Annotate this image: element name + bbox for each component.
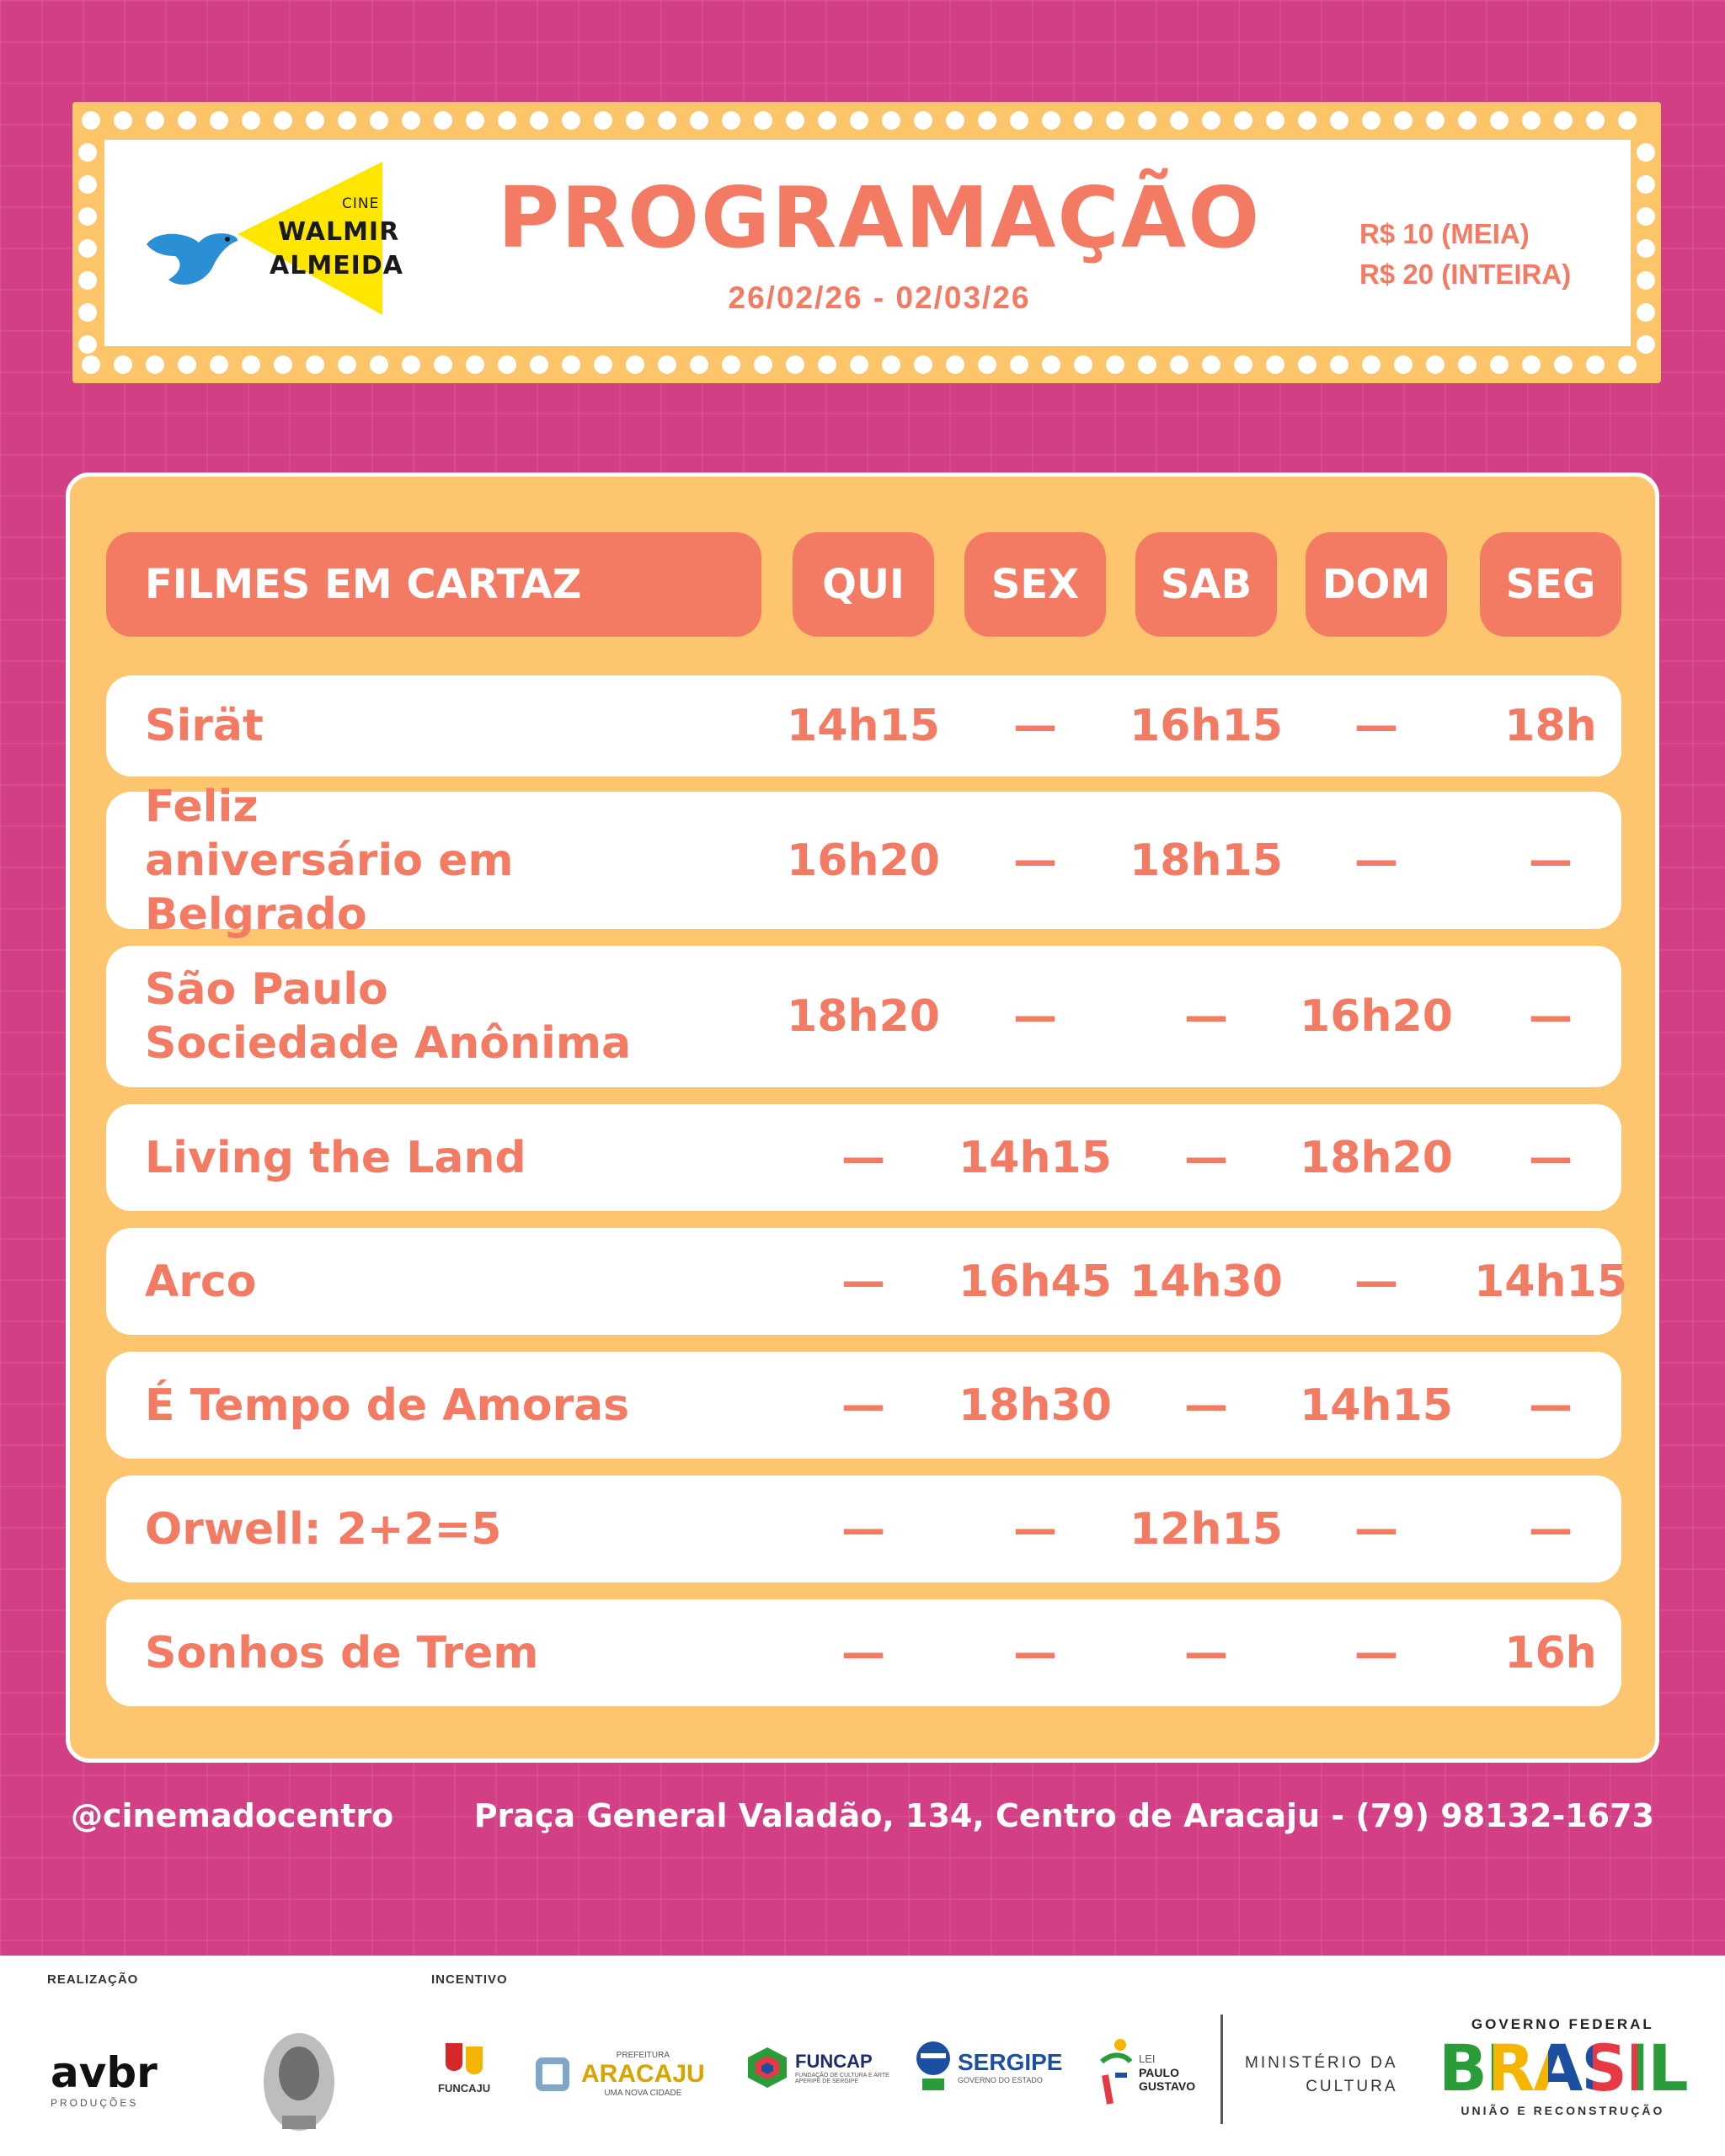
film-row bbox=[106, 1352, 1621, 1459]
marquee-bulb bbox=[562, 355, 580, 374]
marquee-bulb bbox=[274, 355, 292, 374]
showtime-sex: 18h30 bbox=[959, 1380, 1112, 1431]
showtime-sex: — bbox=[1013, 991, 1057, 1042]
marquee-bulb bbox=[1042, 111, 1060, 130]
marquee-bulb bbox=[466, 111, 484, 130]
marquee-bulb bbox=[946, 355, 964, 374]
marquee-bulb bbox=[146, 111, 164, 130]
marquee-bulb bbox=[1106, 111, 1124, 130]
marquee-bulb bbox=[1138, 111, 1156, 130]
marquee-bulb bbox=[1618, 355, 1637, 374]
marquee-bulb bbox=[1362, 111, 1381, 130]
marquee-bulb bbox=[530, 111, 548, 130]
marquee-header bbox=[72, 102, 1661, 383]
marquee-bulb bbox=[1074, 355, 1092, 374]
marquee-bulb bbox=[978, 355, 996, 374]
day-header-sab: SAB bbox=[1135, 532, 1277, 637]
lei-paulo-gustavo-icon bbox=[1097, 2036, 1135, 2109]
showtime-sab: — bbox=[1184, 991, 1228, 1042]
showtime-qui: — bbox=[841, 1380, 885, 1431]
marquee-bulb bbox=[498, 355, 516, 374]
aracaju-top: PREFEITURA bbox=[616, 2051, 670, 2060]
date-range: 26/02/26 - 02/03/26 bbox=[728, 280, 1031, 315]
marquee-bulb bbox=[1637, 271, 1655, 290]
logo-cine-text: CINE bbox=[342, 195, 380, 212]
marquee-bulb bbox=[306, 355, 324, 374]
showtime-dom: — bbox=[1354, 835, 1398, 886]
marquee-bulb bbox=[370, 355, 388, 374]
marquee-bulb bbox=[594, 355, 612, 374]
marquee-bulb bbox=[1490, 111, 1509, 130]
marquee-bulb bbox=[1618, 111, 1637, 130]
films-header: FILMES EM CARTAZ bbox=[106, 532, 761, 637]
sergipe-text: SERGIPE bbox=[958, 2049, 1063, 2075]
logo-almeida-text: ALMEIDA bbox=[270, 251, 403, 280]
marquee-bulb bbox=[114, 111, 132, 130]
showtime-seg: 18h bbox=[1504, 701, 1597, 751]
marquee-bulb bbox=[78, 143, 97, 162]
showtime-dom: — bbox=[1354, 1256, 1398, 1307]
showtime-dom: — bbox=[1354, 1503, 1398, 1555]
marquee-bulb bbox=[78, 271, 97, 290]
funcap-text: FUNCAP bbox=[795, 2051, 873, 2072]
showtime-sab: 12h15 bbox=[1130, 1503, 1283, 1555]
showtime-qui: 14h15 bbox=[787, 701, 940, 751]
marquee-bulb bbox=[1637, 207, 1655, 226]
marquee-bulb bbox=[1637, 239, 1655, 258]
showtime-seg: — bbox=[1529, 1380, 1573, 1431]
page-title: PROGRAMAÇÃO bbox=[497, 168, 1262, 267]
marquee-bulb bbox=[1458, 355, 1477, 374]
funcap-hexagon-icon bbox=[745, 2045, 790, 2090]
marquee-bulb bbox=[78, 303, 97, 322]
film-title: Orwell: 2+2=5 bbox=[145, 1503, 502, 1555]
marquee-bulb bbox=[498, 111, 516, 130]
marquee-bulb bbox=[1330, 111, 1348, 130]
marquee-bulb bbox=[1266, 111, 1284, 130]
marquee-bulb bbox=[818, 355, 836, 374]
marquee-bulb bbox=[1106, 355, 1124, 374]
realizacao-label: REALIZAÇÃO bbox=[47, 1972, 139, 1987]
showtime-seg: — bbox=[1529, 1503, 1573, 1555]
marquee-bulb bbox=[146, 355, 164, 374]
avbr-text: avbr bbox=[51, 2048, 158, 2097]
marquee-bulb bbox=[626, 111, 644, 130]
marquee-bulb bbox=[306, 111, 324, 130]
lpg-lei: LEI bbox=[1139, 2052, 1156, 2065]
lei-paulo-gustavo-logo bbox=[1097, 2036, 1195, 2109]
film-title: É Tempo de Amoras bbox=[145, 1380, 630, 1431]
marquee-bulb bbox=[1170, 355, 1188, 374]
avbr-sub: PRODUÇÕES bbox=[51, 2097, 139, 2109]
marquee-bulb bbox=[1074, 111, 1092, 130]
price-half: R$ 10 (MEIA) bbox=[1359, 218, 1530, 249]
day-header-sex: SEX bbox=[964, 532, 1106, 637]
showtime-sex: — bbox=[1013, 1627, 1057, 1678]
minc-line1: MINISTÉRIO DA bbox=[1245, 2054, 1398, 2072]
marquee-bulb bbox=[1586, 111, 1605, 130]
marquee-bulb bbox=[1426, 111, 1445, 130]
showtime-seg: 14h15 bbox=[1474, 1256, 1627, 1307]
marquee-bulb bbox=[242, 355, 260, 374]
marquee-bulb bbox=[1586, 355, 1605, 374]
showtime-dom: 14h15 bbox=[1300, 1380, 1453, 1431]
marquee-bulb bbox=[754, 355, 772, 374]
film-title: Sonhos de Trem bbox=[145, 1627, 539, 1678]
marquee-bulb bbox=[722, 111, 740, 130]
aracaju-logo bbox=[531, 2051, 705, 2098]
lpg-paulo: PAULO bbox=[1139, 2066, 1179, 2079]
instagram-handle: @cinemadocentro bbox=[71, 1797, 394, 1834]
marquee-bulb bbox=[1394, 355, 1413, 374]
marquee-bulb bbox=[178, 111, 196, 130]
marquee-bulb bbox=[626, 355, 644, 374]
sergipe-logo bbox=[914, 2036, 1062, 2097]
marquee-bulb bbox=[1266, 355, 1284, 374]
showtime-qui: — bbox=[841, 1503, 885, 1555]
marquee-bulb bbox=[274, 111, 292, 130]
logo-walmir-text: WALMIR bbox=[278, 217, 400, 247]
showtime-seg: — bbox=[1529, 991, 1573, 1042]
governo-federal-logo bbox=[1439, 2016, 1687, 2117]
marquee-bulb bbox=[210, 355, 228, 374]
marquee-bulb bbox=[594, 111, 612, 130]
marquee-bulb bbox=[1170, 111, 1188, 130]
film-row bbox=[106, 1104, 1621, 1211]
showtime-sex: — bbox=[1013, 835, 1057, 886]
showtime-sab: — bbox=[1184, 1132, 1228, 1183]
marquee-bulb bbox=[78, 335, 97, 354]
film-title: Living the Land bbox=[145, 1132, 526, 1183]
showtime-qui: — bbox=[841, 1627, 885, 1678]
marquee-bulb bbox=[914, 355, 932, 374]
film-title: Sirät bbox=[145, 701, 264, 751]
address: Praça General Valadão, 134, Centro de Aracaju - (79) 98132-1673 bbox=[473, 1797, 1654, 1834]
showtime-sex: 14h15 bbox=[959, 1132, 1112, 1183]
marquee-bulb bbox=[786, 355, 804, 374]
ticket-prices bbox=[1359, 214, 1571, 295]
marquee-bulb bbox=[78, 239, 97, 258]
film-title: São Paulo Sociedade Anônima bbox=[145, 964, 632, 1069]
marquee-bulb bbox=[1010, 355, 1028, 374]
marquee-bulb bbox=[530, 355, 548, 374]
film-row bbox=[106, 1599, 1621, 1706]
showtime-qui: 16h20 bbox=[787, 835, 940, 886]
marquee-bulb bbox=[1458, 111, 1477, 130]
day-header-dom: DOM bbox=[1306, 532, 1447, 637]
theater-masks-icon bbox=[441, 2038, 488, 2082]
marquee-bulb bbox=[1637, 175, 1655, 194]
marquee-bulb bbox=[78, 207, 97, 226]
marquee-bulb bbox=[1637, 143, 1655, 162]
marquee-bulb bbox=[850, 111, 868, 130]
sergipe-crest-icon bbox=[914, 2036, 953, 2097]
marquee-bulb bbox=[1362, 355, 1381, 374]
marquee-bulb bbox=[1330, 355, 1348, 374]
marquee-bulb bbox=[882, 111, 900, 130]
marquee-bulb bbox=[1637, 335, 1655, 354]
marquee-bulb bbox=[1554, 355, 1573, 374]
funcaju-logo bbox=[438, 2038, 490, 2095]
showtime-seg: 16h bbox=[1504, 1627, 1597, 1678]
day-header-seg: SEG bbox=[1480, 532, 1621, 637]
marquee-bulb bbox=[658, 355, 676, 374]
funcap-sub: FUNDAÇÃO DE CULTURA E ARTE APERIPÊ DE SERGIPE bbox=[795, 2073, 889, 2084]
marquee-bulb bbox=[1234, 111, 1252, 130]
marquee-bulb bbox=[82, 111, 100, 130]
marquee-bulb bbox=[114, 355, 132, 374]
avbr-logo bbox=[51, 2048, 158, 2109]
marquee-bulb bbox=[1234, 355, 1252, 374]
marquee-bulb bbox=[1522, 355, 1541, 374]
marquee-bulb bbox=[82, 355, 100, 374]
showtime-seg: — bbox=[1529, 1132, 1573, 1183]
marquee-bulb bbox=[1298, 111, 1316, 130]
film-row bbox=[106, 1476, 1621, 1582]
showtime-sab: 14h30 bbox=[1130, 1256, 1283, 1307]
marquee-bulb bbox=[690, 355, 708, 374]
marquee-bulb bbox=[1202, 355, 1220, 374]
incentivo-label: INCENTIVO bbox=[431, 1972, 508, 1987]
marquee-bulb bbox=[1490, 355, 1509, 374]
price-full: R$ 20 (INTEIRA) bbox=[1359, 259, 1572, 290]
sergipe-sub: GOVERNO DO ESTADO bbox=[958, 2076, 1043, 2084]
showtime-dom: — bbox=[1354, 1627, 1398, 1678]
film-title: Feliz aniversário em Belgrado bbox=[145, 781, 514, 940]
cultural-group-emblem bbox=[253, 2015, 345, 2141]
showtime-sab: — bbox=[1184, 1627, 1228, 1678]
header-panel bbox=[104, 140, 1631, 346]
minc-line2: CULTURA bbox=[1306, 2078, 1398, 2095]
marquee-bulb bbox=[754, 111, 772, 130]
marquee-bulb bbox=[1426, 355, 1445, 374]
lpg-gustavo: GUSTAVO bbox=[1139, 2079, 1196, 2093]
marquee-bulb bbox=[1522, 111, 1541, 130]
funcaju-text: FUNCAJU bbox=[438, 2082, 491, 2095]
showtime-sex: — bbox=[1013, 701, 1057, 751]
showtime-sex: — bbox=[1013, 1503, 1057, 1555]
marquee-bulb bbox=[1202, 111, 1220, 130]
marquee-bulb bbox=[1554, 111, 1573, 130]
marquee-bulb bbox=[1010, 111, 1028, 130]
marquee-bulb bbox=[1637, 303, 1655, 322]
marquee-bulb bbox=[562, 111, 580, 130]
showtime-qui: — bbox=[841, 1256, 885, 1307]
marquee-bulb bbox=[1394, 111, 1413, 130]
aracaju-text: ARACAJU bbox=[581, 2060, 705, 2088]
aracaju-sub: UMA NOVA CIDADE bbox=[604, 2089, 682, 2098]
film-row bbox=[106, 946, 1621, 1087]
marquee-bulb bbox=[1138, 355, 1156, 374]
marquee-bulb bbox=[882, 355, 900, 374]
funcap-logo bbox=[745, 2045, 905, 2090]
marquee-bulb bbox=[338, 111, 356, 130]
marquee-bulb bbox=[178, 355, 196, 374]
marquee-bulb bbox=[210, 111, 228, 130]
marquee-bulb bbox=[1042, 355, 1060, 374]
marquee-bulb bbox=[1298, 355, 1316, 374]
showtime-sab: 16h15 bbox=[1130, 701, 1283, 751]
marquee-bulb bbox=[402, 111, 420, 130]
marquee-bulb bbox=[914, 111, 932, 130]
marquee-bulb bbox=[466, 355, 484, 374]
showtime-sab: 18h15 bbox=[1130, 835, 1283, 886]
aracaju-crest-icon bbox=[531, 2052, 574, 2096]
marquee-bulb bbox=[850, 355, 868, 374]
marquee-bulb bbox=[786, 111, 804, 130]
film-title: Arco bbox=[145, 1256, 257, 1307]
showtime-sex: 16h45 bbox=[959, 1256, 1112, 1307]
marquee-bulb bbox=[434, 355, 452, 374]
showtime-qui: 18h20 bbox=[787, 991, 940, 1042]
cine-walmir-almeida-logo bbox=[147, 162, 403, 315]
marquee-bulb bbox=[338, 355, 356, 374]
sponsor-divider bbox=[1220, 2015, 1223, 2124]
marquee-bulb bbox=[658, 111, 676, 130]
showtime-dom: 16h20 bbox=[1300, 991, 1453, 1042]
gov-brasil: BRASIL bbox=[1439, 2031, 1687, 2105]
showtime-qui: — bbox=[841, 1132, 885, 1183]
minc-logo bbox=[1245, 2052, 1398, 2099]
showtime-sab: — bbox=[1184, 1380, 1228, 1431]
marquee-bulb bbox=[242, 111, 260, 130]
film-row bbox=[106, 781, 1621, 940]
film-row bbox=[106, 675, 1621, 776]
marquee-bulb bbox=[722, 355, 740, 374]
gov-sub: UNIÃO E RECONSTRUÇÃO bbox=[1461, 2104, 1665, 2117]
showtime-seg: — bbox=[1529, 835, 1573, 886]
marquee-bulb bbox=[818, 111, 836, 130]
marquee-bulb bbox=[402, 355, 420, 374]
marquee-bulb bbox=[978, 111, 996, 130]
showtime-dom: 18h20 bbox=[1300, 1132, 1453, 1183]
film-row bbox=[106, 1228, 1627, 1335]
marquee-bulb bbox=[434, 111, 452, 130]
marquee-bulb bbox=[370, 111, 388, 130]
marquee-bulb bbox=[78, 175, 97, 194]
marquee-bulb bbox=[690, 111, 708, 130]
showtime-dom: — bbox=[1354, 701, 1398, 751]
gov-top: GOVERNO FEDERAL bbox=[1471, 2016, 1654, 2032]
marquee-bulb bbox=[946, 111, 964, 130]
day-header-qui: QUI bbox=[793, 532, 934, 637]
